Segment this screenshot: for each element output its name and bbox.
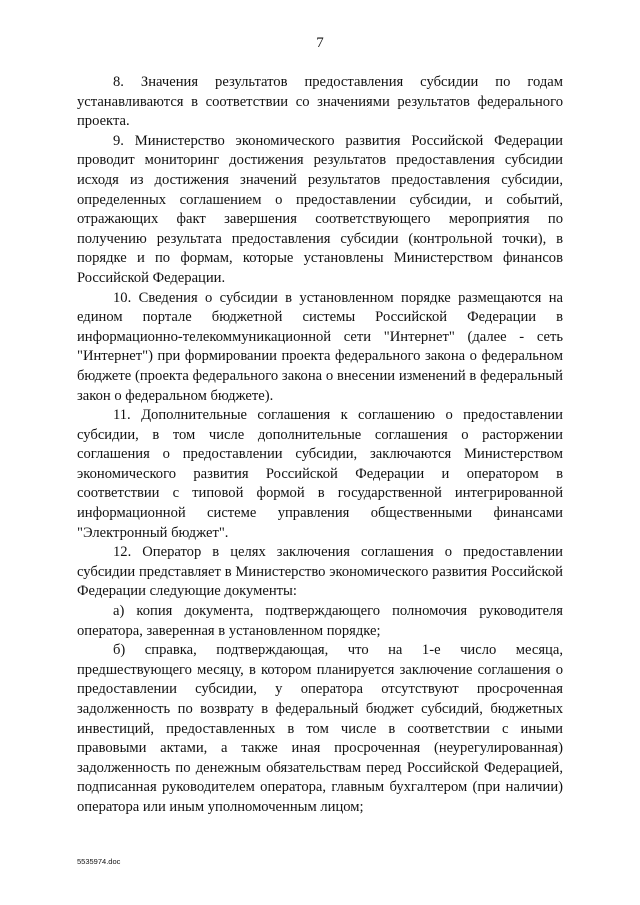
paragraph-12-a: а) копия документа, подтверждающего полномочия руководителя оператора, заверенная в установленном порядке; [77, 603, 563, 639]
paragraph-10: 10. Сведения о субсидии в установленном порядке размещаются на едином портале бюджетной системы Российской Федерации в информационно-телекоммуникационной сети "Интернет" (далее - сеть "Интернет") при формировании проекта федерального закона о федеральном бюджете (проекта федерального закона о внесении изменений в федеральный закон о федеральном бюджете). [77, 289, 563, 404]
paragraph-12-b: б) справка, подтверждающая, что на 1-е число месяца, предшествующего месяцу, в котором планируется заключение соглашения о предоставлении субсидии, у оператора отсутствуют просроченная задолженность по возврату в федеральный бюджет субсидий, бюджетных инвестиций, предоставленных в том числе в соответствии с иными правовыми актами, а также иная просроченная (неурегулированная) задолженность по денежным обязательствам перед Российской Федерацией, подписанная руководителем оператора, главным бухгалтером (при наличии) оператора или иным уполномоченным лицом; [77, 642, 563, 815]
paragraph-9: 9. Министерство экономического развития Российской Федерации проводит мониторинг достижения результатов предоставления субсидии исходя из достижения значений результатов предоставления субсидии, определенных соглашением о предоставлении субсидии, и событий, отражающих факт завершения соответствующего мероприятия по получению результата предоставления субсидии (контрольной точки), в порядке и по формам, которые установлены Министерством финансов Российской Федерации. [77, 132, 563, 286]
file-name-footer: 5535974.doc [77, 857, 121, 866]
page-number: 7 [316, 35, 324, 51]
paragraph-12: 12. Оператор в целях заключения соглашения о предоставлении субсидии представляет в Министерство экономического развития Российской Федерации следующие документы: [77, 544, 563, 600]
paragraph-8: 8. Значения результатов предоставления субсидии по годам устанавливаются в соответствии со значениями результатов федерального проекта. [77, 74, 563, 130]
paragraph-11: 11. Дополнительные соглашения к соглашению о предоставлении субсидии, в том числе дополнительные соглашения о расторжении соглашения о предоставлении субсидии, заключаются Министерством экономического развития Российской Федерации и оператором в соответствии с типовой формой в государственной интегрированной информационной системе управления общественными финансами "Электронный бюджет". [77, 407, 563, 541]
document-body [77, 73, 563, 818]
